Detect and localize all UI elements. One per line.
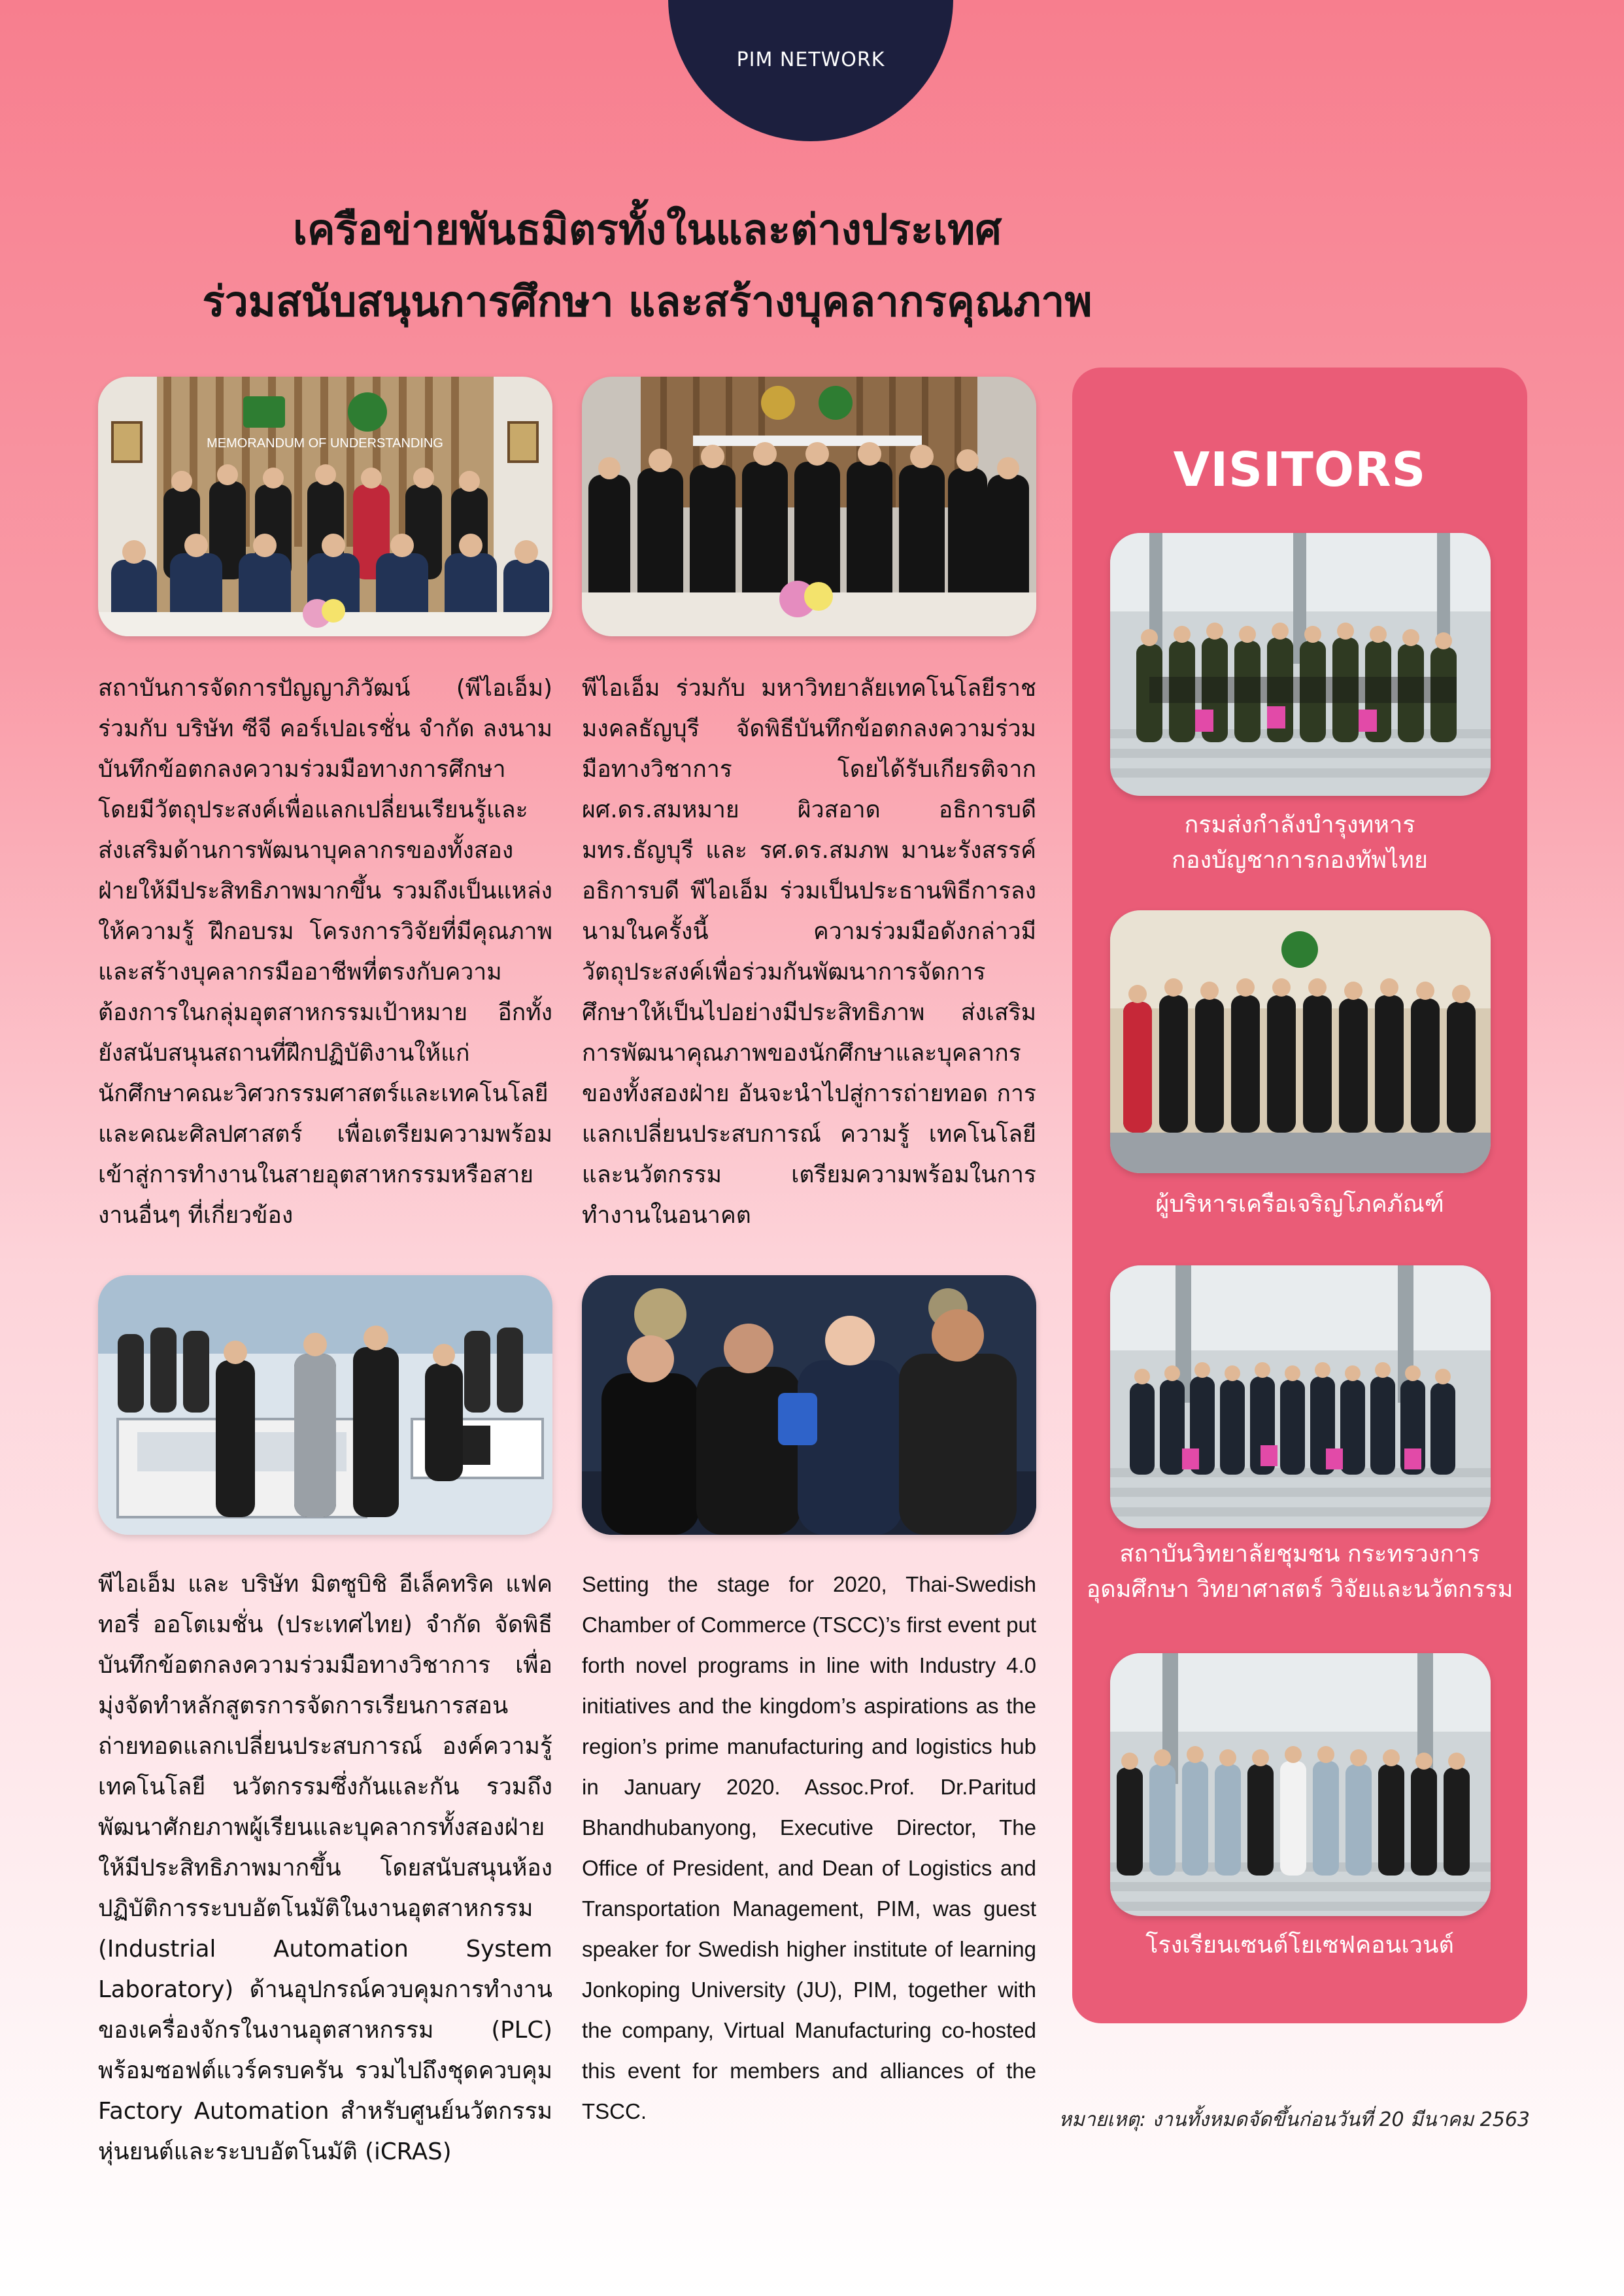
photo-sign-text: MEMORANDUM OF UNDERSTANDING — [207, 436, 443, 451]
visitor-photo-military — [1110, 533, 1491, 796]
visitor-caption-military — [1085, 808, 1514, 878]
visitor-caption-line: สถาบันวิทยาลัยชุมชน กระทรวงการ — [1119, 1541, 1480, 1568]
visitors-title: VISITORS — [1173, 442, 1427, 497]
article-text-mitsubishi: พีไอเอ็ม และ บริษัท มิตซูบิชิ อีเล็คทริค แฟคทอรี่ ออโตเมชั่น (ประเทศไทย) จำกัด จัดพิธีบันทึกข้อตกลงความร่วมมือทางวิชาการ เพื่อมุ่งจัดทำหลักสูตรการจัดการเรียนการสอน ถ่ายทอดแลกเปลี่ยนประสบการณ์ องค์ความรู้ เทคโนโลยี นวัตกรรมซึ่งกันและกัน รวมถึงพัฒนาศักยภาพผู้เรียนและบุคลากรทั้งสองฝ่ายให้มีประสิทธิภาพมากขึ้น โดยสนับสนุนห้องปฏิบัติการระบบอัตโนมัติในงานอุตสาหกรรม (Industrial Automation System Laboratory) ด้านอุปกรณ์ควบคุมการทำงานของเครื่องจักรในงานอุตสาหกรรม (PLC) พร้อมซอฟต์แวร์ครบครัน รวมไปถึงชุดควบคุม Factory Automation สำหรับศูนย์นวัตกรรมหุ่นยนต์และระบบอัตโนมัติ (iCRAS) — [98, 1571, 552, 2165]
page-title-line-2: ร่วมสนับสนุนการศึกษา และสร้างบุคลากรคุณภาพ — [202, 278, 1092, 326]
article-photo-rmutt-mou — [582, 377, 1036, 636]
section-badge-label: PIM NETWORK — [736, 48, 885, 71]
article-photo-automation-lab — [98, 1275, 552, 1535]
article-text-tscc: Setting the stage for 2020, Thai-Swedish Chamber of Commerce (TSCC)’s first event put forth novel programs in line with Industry 4.0 initiatives and the kingdom’s aspirations as the region’s prime manufacturing and logistics hub in January 2020. Assoc.Prof. Dr.Paritud Bhandhubanyong, Executive Director, The Office of President, and Dean of Logistics and Transportation Management, PIM, was guest speaker for Swedish higher institute of learning Jonkoping University (JU), PIM, together with the company, Virtual Manufacturing co-hosted this event for members and alliances of the TSCC. — [582, 1572, 1036, 2123]
visitor-caption-line: กองบัญชาการกองทัพไทย — [1172, 847, 1428, 874]
visitor-photo-community-college — [1110, 1265, 1491, 1528]
visitor-caption-st-joseph — [1085, 1928, 1514, 1963]
visitor-photo-st-joseph — [1110, 1653, 1491, 1916]
visitor-caption-line: ผู้บริหารเครือเจริญโภคภัณฑ์ — [1155, 1191, 1444, 1218]
visitor-caption-community-college — [1085, 1537, 1514, 1607]
visitor-photo-cp-group — [1110, 910, 1491, 1173]
visitor-caption-line: กรมส่งกำลังบำรุงทหาร — [1184, 812, 1415, 838]
article-text-rmutt: พีไอเอ็ม ร่วมกับ มหาวิทยาลัยเทคโนโลยีราชมงคลธัญบุรี จัดพิธีบันทึกข้อตกลงความร่วมมือทางวิชาการ โดยได้รับเกียรติจาก ผศ.ดร.สมหมาย ผิวสอาด อธิการบดี มทร.ธัญบุรี และ รศ.ดร.สมภพ มานะรังสรรค์ อธิการบดี พีไอเอ็ม ร่วมเป็นประธานพิธีการลงนามในครั้งนี้ ความร่วมมือดังกล่าวมีวัตถุประสงค์เพื่อร่วมกันพัฒนาการจัดการศึกษาให้เป็นไปอย่างมีประสิทธิภาพ ส่งเสริมการพัฒนาคุณภาพของนักศึกษาและบุคลากรของทั้งสองฝ่าย อันจะนำไปสู่การถ่ายทอด การแลกเปลี่ยนประสบการณ์ ความรู้ เทคโนโลยี และนวัตกรรม เตรียมความพร้อมในการทำงานในอนาคต — [582, 675, 1036, 1229]
visitor-caption-line: อุดมศึกษา วิทยาศาสตร์ วิจัยและนวัตกรรม — [1086, 1576, 1514, 1603]
visitor-caption-line: โรงเรียนเซนต์โยเซฟคอนเวนต์ — [1145, 1932, 1454, 1959]
article-text-cg: สถาบันการจัดการปัญญาภิวัฒน์ (พีไอเอ็ม) ร่วมกับ บริษัท ซีจี คอร์เปอเรชั่น จำกัด ลงนามบันทึกข้อตกลงความร่วมมือทางการศึกษา โดยมีวัตถุประสงค์เพื่อแลกเปลี่ยนเรียนรู้และส่งเสริมด้านการพัฒนาบุคลากรของทั้งสองฝ่ายให้มีประสิทธิภาพมากขึ้น รวมถึงเป็นแหล่งให้ความรู้ ฝึกอบรม โครงการวิจัยที่มีคุณภาพ และสร้างบุคลากรมืออาชีพที่ตรงกับความต้องการในกลุ่มอุตสาหกรรมเป้าหมาย อีกทั้งยังสนับสนุนสถานที่ฝึกปฏิบัติงานให้แก่นักศึกษาคณะวิศวกรรมศาสตร์และเทคโนโลยี และคณะศิลปศาสตร์ เพื่อเตรียมความพร้อมเข้าสู่การทำงานในสายอุตสาหกรรมหรือสายงานอื่นๆ ที่เกี่ยวข้อง — [98, 675, 552, 1229]
article-photo-tscc-event — [582, 1275, 1036, 1535]
page-title-line-1: เครือข่ายพันธมิตรทั้งในและต่างประเทศ — [293, 206, 1002, 254]
visitor-caption-cp-group — [1085, 1187, 1514, 1222]
footnote: หมายเหตุ: งานทั้งหมดจัดขึ้นก่อนวันที่ 20 มีนาคม 2563 — [1058, 2108, 1530, 2131]
article-photo-cg-mou — [98, 377, 552, 636]
